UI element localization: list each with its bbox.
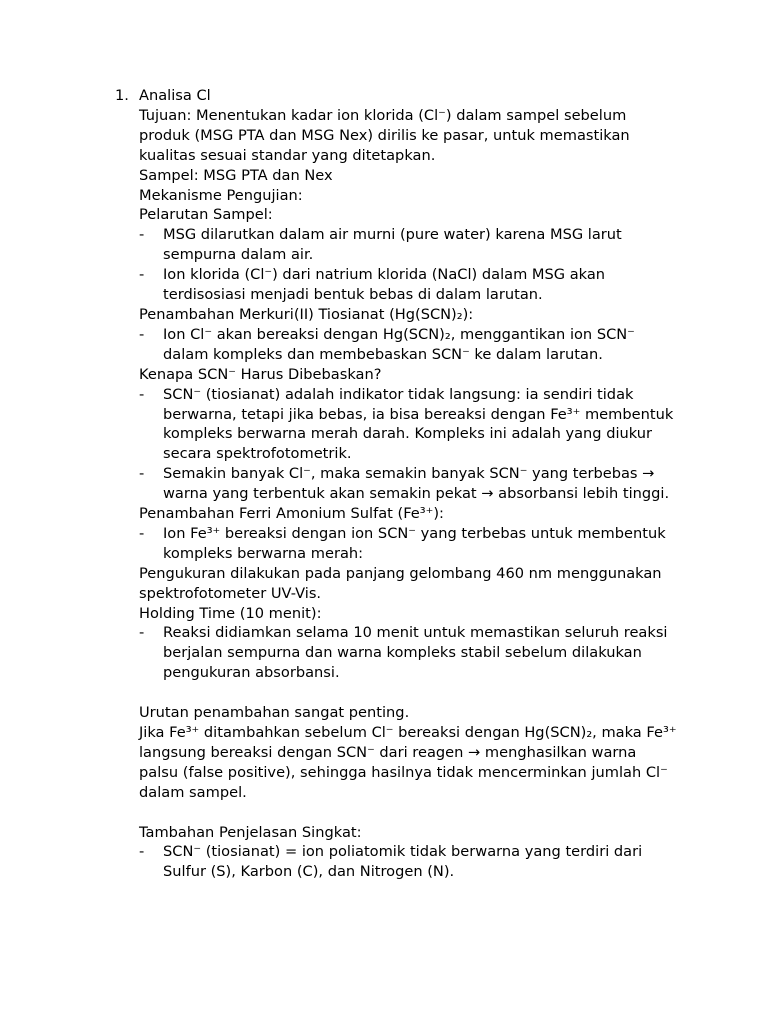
- bullet-dash: -: [139, 325, 145, 343]
- list-item: [139, 225, 679, 265]
- ferri-title: Penambahan Ferri Amonium Sulfat (Fe³⁺):: [139, 505, 444, 523]
- merkuri-title: Penambahan Merkuri(II) Tiosianat (Hg(SCN)₂):: [139, 305, 474, 323]
- blank-line: [139, 683, 679, 703]
- bullet-text: Reaksi didiamkan selama 10 menit untuk memastikan seluruh reaksi berjalan sempurna dan warna kompleks stabil sebelum dilakukan pengukuran absorbansi.: [163, 624, 668, 682]
- list-item: [139, 325, 679, 365]
- list-item: [139, 842, 679, 882]
- kenapa-title: Kenapa SCN⁻ Harus Dibebaskan?: [139, 365, 382, 383]
- bullet-text: Ion Cl⁻ akan bereaksi dengan Hg(SCN)₂, menggantikan ion SCN⁻ dalam kompleks dan membebaskan SCN⁻ ke dalam larutan.: [163, 325, 635, 363]
- bullet-text: Ion Fe³⁺ bereaksi dengan ion SCN⁻ yang terbebas untuk membentuk kompleks berwarna merah:: [163, 524, 666, 562]
- list-item: [139, 464, 679, 504]
- list-item: [139, 265, 679, 305]
- bullet-dash: -: [139, 524, 145, 542]
- bullet-text: SCN⁻ (tiosianat) = ion poliatomik tidak berwarna yang terdiri dari Sulfur (S), Karbon (C), dan Nitrogen (N).: [163, 843, 643, 881]
- bullet-dash: -: [139, 385, 145, 403]
- bullet-text: Ion klorida (Cl⁻) dari natrium klorida (NaCl) dalam MSG akan terdisosiasi menjadi bentuk bebas di dalam larutan.: [163, 266, 606, 304]
- pengukuran-paragraph: Pengukuran dilakukan pada panjang gelombang 460 nm menggunakan spektrofotometer UV-Vis.: [139, 564, 662, 602]
- mekanisme-title: Mekanisme Pengujian:: [139, 186, 303, 204]
- bullet-text: MSG dilarutkan dalam air murni (pure water) karena MSG larut sempurna dalam air.: [163, 226, 622, 264]
- list-item: [139, 623, 679, 683]
- tujuan-paragraph: Tujuan: Menentukan kadar ion klorida (Cl⁻) dalam sampel sebelum produk (MSG PTA dan MSG Nex) dirilis ke pasar, untuk memastikan kualitas sesuai standar yang ditetapkan.: [139, 106, 630, 164]
- bullet-dash: -: [139, 226, 145, 244]
- sampel-line: Sampel: MSG PTA dan Nex: [139, 166, 333, 184]
- section-heading: [115, 86, 679, 106]
- list-number: 1.: [115, 87, 129, 104]
- urutan-line: Urutan penambahan sangat penting.: [139, 704, 410, 722]
- document-body: [115, 86, 679, 882]
- jika-paragraph: Jika Fe³⁺ ditambahkan sebelum Cl⁻ bereaksi dengan Hg(SCN)₂, maka Fe³⁺ langsung bereaksi dengan SCN⁻ dari reagen → menghasilkan warna palsu (false positive), sehingga hasilnya tidak mencerminkan jumlah Cl⁻ dalam sampel.: [139, 723, 677, 801]
- list-item: [139, 385, 679, 465]
- bullet-dash: -: [139, 266, 145, 284]
- tambahan-title: Tambahan Penjelasan Singkat:: [139, 823, 362, 841]
- heading-text: Analisa Cl: [139, 87, 211, 104]
- blank-line: [139, 803, 679, 823]
- bullet-dash: -: [139, 843, 145, 861]
- pelarutan-title: Pelarutan Sampel:: [139, 206, 273, 224]
- list-item: [139, 524, 679, 564]
- bullet-text: SCN⁻ (tiosianat) adalah indikator tidak langsung: ia sendiri tidak berwarna, tetapi jika bebas, ia bisa bereaksi dengan Fe³⁺ membentuk kompleks berwarna merah darah. Kompleks ini adalah yang diukur secara spektrofotometrik.: [163, 385, 674, 463]
- bullet-text: Semakin banyak Cl⁻, maka semakin banyak SCN⁻ yang terbebas → warna yang terbentuk akan semakin pekat → absorbansi lebih tinggi.: [163, 465, 670, 503]
- bullet-dash: -: [139, 624, 145, 642]
- bullet-dash: -: [139, 465, 145, 483]
- holding-title: Holding Time (10 menit):: [139, 604, 322, 622]
